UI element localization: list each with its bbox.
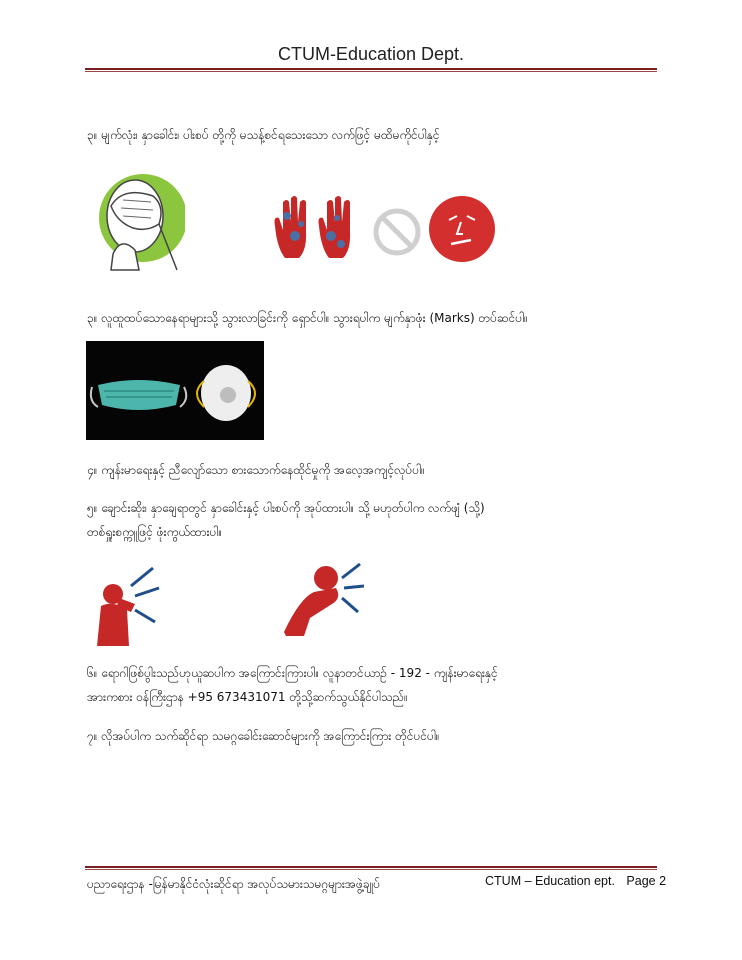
cough-person-icon bbox=[95, 566, 161, 648]
footer-department: ပညာရေးဌာန -မြန်မာနိုင်ငံလုံးဆိုင်ရာ အလုပ်သမားသမဂ္ဂများအဖွဲ့ချုပ် bbox=[87, 877, 381, 891]
page-header-title: CTUM-Education Dept. bbox=[277, 44, 465, 64]
sneeze-elbow-icon bbox=[280, 558, 364, 638]
item-6-report-line2: အားကစား ဝန်ကြီးဌာန +95 673431071 တို့သို့ဆက်သွယ်နိုင်ပါသည်။ bbox=[87, 690, 408, 704]
footer-right bbox=[485, 874, 666, 888]
item-5-cough-line2: တစ်ရှူးစက္ကူဖြင့် ဖုံးကွယ်ထားပါ။ bbox=[87, 525, 223, 539]
dirty-hands-icon bbox=[271, 196, 367, 262]
page-number: Page 2 bbox=[626, 874, 667, 888]
face-icon bbox=[427, 194, 497, 264]
item-6-report-line1: ၆။ ရောဂါဖြစ်ပွါးသည်ဟုယူဆပါက အကြောင်းကြားပါ။ လူနာတင်ယာဉ် - 192 - ကျန်းမာရေးနှင့် bbox=[87, 666, 498, 680]
item-3-crowds: ၃။ လူထူထပ်သောနေရာများသို့ သွားလာခြင်းကို ရှောင်ပါ။ သွားရပါက မျက်နှာဖုံး (Marks) တပ်ဆင်ပါ။ bbox=[87, 311, 528, 325]
face-touch-image bbox=[93, 166, 185, 272]
prohibited-icon bbox=[371, 206, 423, 258]
footer-org: CTUM – Education ept. bbox=[485, 874, 615, 888]
header-rule bbox=[85, 68, 657, 72]
item-7-consult: ၇။ လိုအပ်ပါက သက်ဆိုင်ရာ သမဂ္ဂခေါင်းဆောင်များကို အကြောင်းကြား တိုင်ပင်ပါ။ bbox=[87, 729, 440, 743]
footer-rule bbox=[85, 866, 657, 870]
face-masks-image bbox=[86, 341, 264, 440]
item-5-cough-line1: ၅။ ချောင်းဆိုး၊ နှာချေရာတွင် နှာခေါင်းနှင့် ပါးစပ်ကို အုပ်ထားပါ။ သို့ မဟုတ်ပါက လက်ဖျံ (သို့) bbox=[87, 501, 485, 515]
item-3-hands: ၃။ မျက်လုံး၊ နှာခေါင်း၊ ပါးစပ် တို့ကို မသန့်စင်ရသေးသော လက်ဖြင့် မထိမကိုင်ပါနှင့် bbox=[87, 128, 440, 142]
item-4-healthy-living: ၄။ ကျန်းမာရေးနှင့် ညီလျော်သော စားသောက်နေထိုင်မှုကို အလေ့အကျင့်လုပ်ပါ။ bbox=[87, 463, 425, 477]
